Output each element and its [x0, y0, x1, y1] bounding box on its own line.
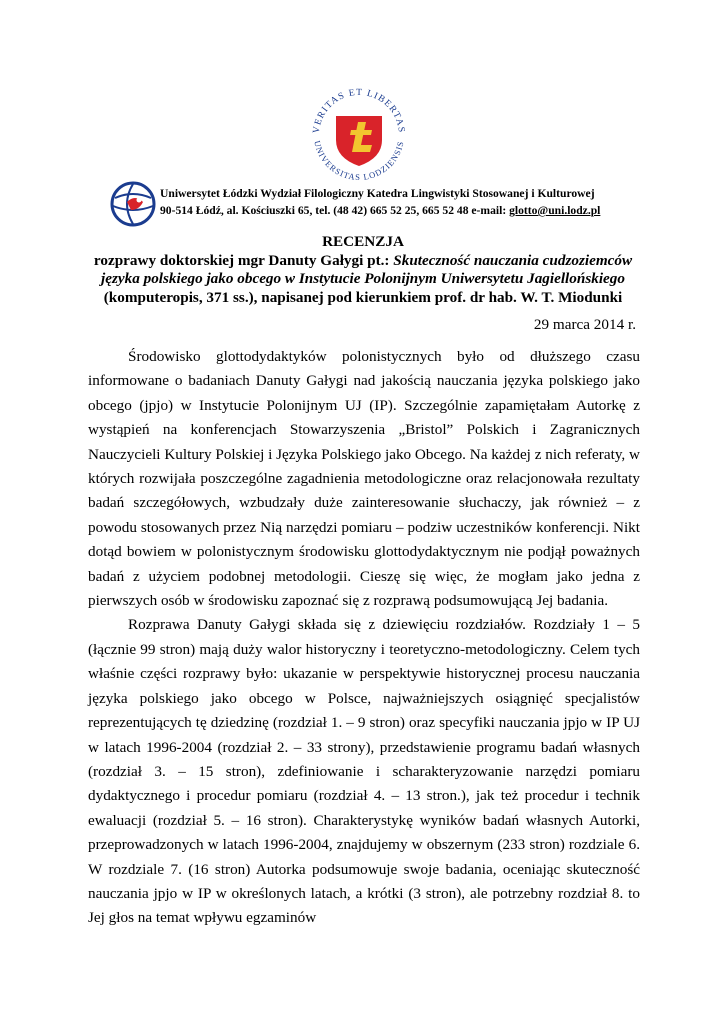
- review-title: [80, 233, 646, 307]
- letterhead-institution: Uniwersytet Łódzki Wydział Filologiczny Katedra Lingwistyki Stosowanej i Kulturowej: [160, 187, 595, 200]
- paragraph: Środowisko glottodydaktyków polonistycznych było od dłuższego czasu informowane o badaniach Danuty Gałygi nad jakością nauczania języka polskiego jako obcego (jpjo) w Instytucie Polonijnym UJ (IP). Szczególnie zapamiętałam Autorkę z wystąpień na konferencjach Stowarzyszenia „Bristol” Polskich i Zagranicznych Nauczycieli Kultury Polskiej i Języka Polskiego jako Obcego. Na każdej z nich referaty, w których rozwijała poszczególne zagadnienia metodologiczne oraz relacjonowała rezultaty badań szczegółowych, wzbudzały duże zainteresowanie słuchaczy, jak również – z powodu stosowanych przez Nią narzędzi pomiaru – podziw uczestników konferencji. Nikt dotąd bowiem w polonistycznym środowisku glottodydaktycznym nie podjął poważnych badań z użyciem podobnej metodologii. Cieszę się więc, że mogłam jako jedna z pierwszych osób w środowisku zapoznać się z rozprawą podsumowującą Jej badania.: [88, 348, 640, 610]
- globe-face-icon: [109, 180, 157, 228]
- faculty-logo: [109, 180, 157, 228]
- svg-text:UNIVERSITAS LODZIENSIS: UNIVERSITAS LODZIENSIS: [312, 139, 406, 183]
- paragraph: Rozprawa Danuty Gałygi składa się z dziewięciu rozdziałów. Rozdziały 1 – 5 (łącznie 99 stron) mają duży walor historyczny i teoretyczno-metodologiczny. Celem tych właśnie części rozprawy było: ukazanie w perspektywie historycznej procesu nauczania języka polskiego jako obcego w Polsce, najważniejszych osiągnięć specjalistów reprezentujących tę dziedzinę (rozdział 1. – 9 stron) oraz specyfiki nauczania jpjo w IP UJ w latach 1996-2004 (rozdział 2. – 33 strony), przedstawienie programu badań własnych (rozdział 3. – 15 stron), zdefiniowanie i scharakteryzowanie narzędzi pomiaru dydaktycznego i procedur pomiaru (rozdział 4. – 13 stron.), jak też procedur i technik ewaluacji (rozdział 5. – 16 stron). Charakterystykę wyników badań własnych Autorki, przeprowadzonych w latach 1996-2004, znajdujemy w obszernym (233 stron) rozdziale 6. W rozdziale 7. (16 stron) Autorka podsumowuje swoje badania, oceniając skuteczność nauczania jpjo w IP w określonych latach, a krótki (3 stron), ale potrzebny rozdział 8. to Jej głos na temat wpływu egzaminów: [88, 616, 640, 927]
- letterhead-address: 90-514 Łódź, al. Kościuszki 65, tel. (48 42) 665 52 25, 665 52 48 e-mail:: [160, 204, 510, 217]
- title-line-2: [80, 252, 646, 271]
- email-link[interactable]: glotto@uni.lodz.pl: [509, 204, 601, 217]
- title-heading: RECENZJA: [322, 233, 404, 250]
- letterhead: [160, 185, 640, 219]
- title-prefix: rozprawy doktorskiej mgr Danuty Gałygi pt.:: [93, 251, 394, 269]
- university-logo: [306, 82, 412, 188]
- university-seal-icon: [306, 82, 412, 188]
- review-body: [88, 345, 640, 931]
- document-date: 29 marca 2014 r.: [533, 316, 636, 333]
- thesis-title-part-1: Skuteczność nauczania cudzoziemców: [393, 251, 633, 269]
- thesis-title-part-2: języka polskiego jako obcego w Instytucie Polonijnym Uniwersytetu Jagiellońskiego: [101, 270, 625, 287]
- letterhead-contact: [160, 202, 640, 219]
- svg-text:VERITAS ET LIBERTAS: VERITAS ET LIBERTAS: [311, 87, 407, 134]
- title-details: (komputeropis, 371 ss.), napisanej pod kierunkiem prof. dr hab. W. T. Miodunki: [103, 288, 623, 306]
